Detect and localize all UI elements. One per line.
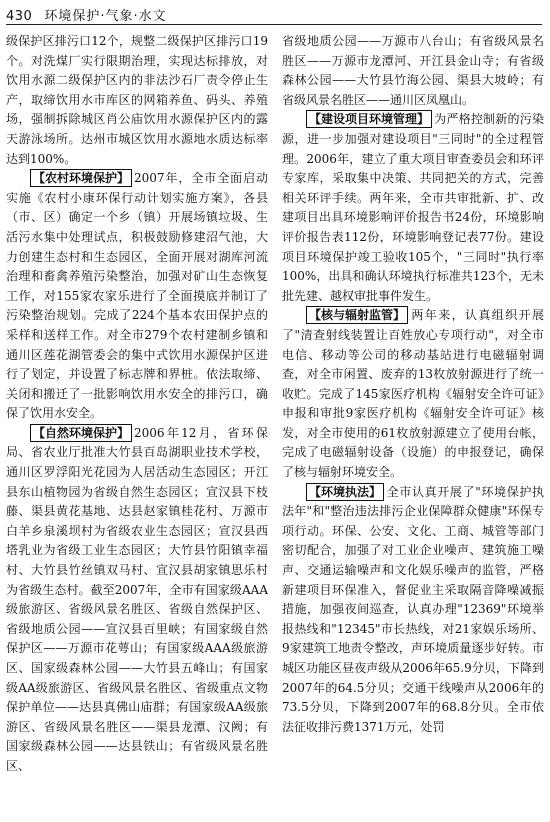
section-natural-environment (6, 424, 268, 777)
section-body: 两年来，认真组织开展了"清查射线装置让百姓放心专项行动"，对全市电信、移动等公司的移动基站进行电磁辐射调查，对全市闲置、废弃的13枚放射源进行了统一收贮。完成了145家医疗机构《辐射安全许可证》申报和审批9家医疗机构《辐射安全许可证》核发，对全市使用的61枚放射源建立了使用台帐，完成了电磁辐射设备（设施）的申报登记，确保了核与辐射环境安全。 (282, 308, 544, 480)
section-heading: 【核与辐射监管】 (306, 306, 408, 324)
right-column (282, 32, 544, 818)
section-nuclear-radiation (282, 306, 544, 482)
section-environmental-enforcement (282, 483, 544, 738)
running-title: 环境保护·气象·水文 (44, 9, 167, 24)
page-number: 430 (6, 9, 33, 24)
section-heading: 【环境执法】 (306, 483, 384, 501)
section-heading: 【建设项目环境管理】 (306, 110, 432, 128)
section-heading: 【农村环境保护】 (30, 169, 132, 187)
paragraph: 级保护区排污口12个，规整二级保护区排污口19个。对洗煤厂实行限期治理，实现达标排放，对饮用水源二级保护区内的非法沙石厂责令停止生产，取缔饮用水市库区的网箱养鱼、码头、养殖场，强制拆除城区肖公庙饮用水源保护区内的露天游泳场所。达州市城区饮用水源地水质达标率达到100%。 (6, 34, 268, 166)
section-heading: 【自然环境保护】 (30, 424, 132, 442)
header-rule (6, 24, 542, 25)
section-body: 全市认真开展了"环境保护执法年"和"整治违法排污企业保障群众健康"环保专项行动。环保、公安、文化、工商、城管等部门密切配合，加强了对工业企业噪声、建筑施工噪声、交通运输噪声和文化娱乐噪声的监管，严格新建项目环保准入，督促业主采取隔音降噪减振措施，加强夜间巡查，认真办理"12369"环境举报热线和"12345"市长热线，对21家娱乐场所、9家建筑工地责令整改，声环境质量逐步好转。市城区功能区昼夜声级从2006年65.9分贝，下降到2007年的64.5分贝；交通干线噪声从2006年的73.5分贝，下降到2007年的68.8分贝。全市依法征收排污费1371万元，处罚 (282, 484, 544, 734)
section-body: 为严格控制新的污染源，进一步加强对建设项目"三同时"的全过程管理。2006年，建立了重大项目审查委员会和环评专家库，采取集中决策、共同把关的方式，完善相关环评手续。两年来，全市共审批新、扩、改建项目出具环境影响评价报告书24份，环境影响评价报告表112份，环境影响登记表77份。建设项目环境保护竣工验收105个，"三同时"执行率100%，出具和确认环境执行标准共123个，无未批先建、越权审批事件发生。 (282, 112, 544, 303)
section-construction-project (282, 110, 544, 306)
section-body: 2006年12月，省环保局、省农业厅批准大竹县百岛湖职业技术学校，通川区罗浮阳光花园为人居活动生态园区；开江县东山植物园为省级自然生态园区；宣汉县下枝藤、渠县黄花基地、达县赵家镇桂花村、万源市白羊乡泉溪坝村为省级农业生态园区；宣汉县西塔乳业为省级工业生态园区；大竹县竹阳镇幸福村、大竹县竹丝镇双马村、宣汉县胡家镇思乐村为省级生态村。截至2007年，全市有国家级AAA级旅游区、省级风景名胜区、省级自然保护区、省级地质公园——宣汉县百里峡；有国家级自然保护区——万源市花萼山；有国家级AAA级旅游区、国家级森林公园——大竹县五峰山；有国家级AA级旅游区、省级风景名胜区、省级重点文物保护单位——达县真佛山庙群；有国家级AA级旅游区、省级风景名胜区——渠县龙潭、汉阙；有国家级森林公园——达县铁山；有省级风景名胜区、 (6, 425, 268, 773)
section-rural-environment (6, 169, 268, 424)
left-column (6, 32, 268, 818)
section-body: 2007年，全市全面启动实施《农村小康环保行动计划实施方案》，各县（市、区）确定一个乡（镇）开展场镇垃圾、生活污水集中处理试点，积极鼓励修建沼气池，大力创建生态村和生态园区，全面开展对湖库河流治理和畜禽养殖污染整治，加强对矿山生态恢复工作，对155家农家乐进行了全面摸底并制订了污染整治规划。完成了224个基本农田保护点的采样和送样工作。对全市279个农村建制乡镇和通川区莲花湖管委会的集中式饮用水源保护区进行了划定，并设置了标志牌和界桩。依法取缔、关闭和搬迁了一批影响饮用水安全的排污口，确保了饮用水安全。 (6, 171, 268, 421)
page-header (6, 0, 542, 24)
paragraph: 省级地质公园——万源市八台山；有省级风景名胜区——万源市龙潭河、开江县金山寺；有省级森林公园——大竹县竹海公园、渠县大坡岭；有省级风景名胜区——通川区凤凰山。 (282, 34, 544, 107)
body-columns (6, 32, 544, 818)
